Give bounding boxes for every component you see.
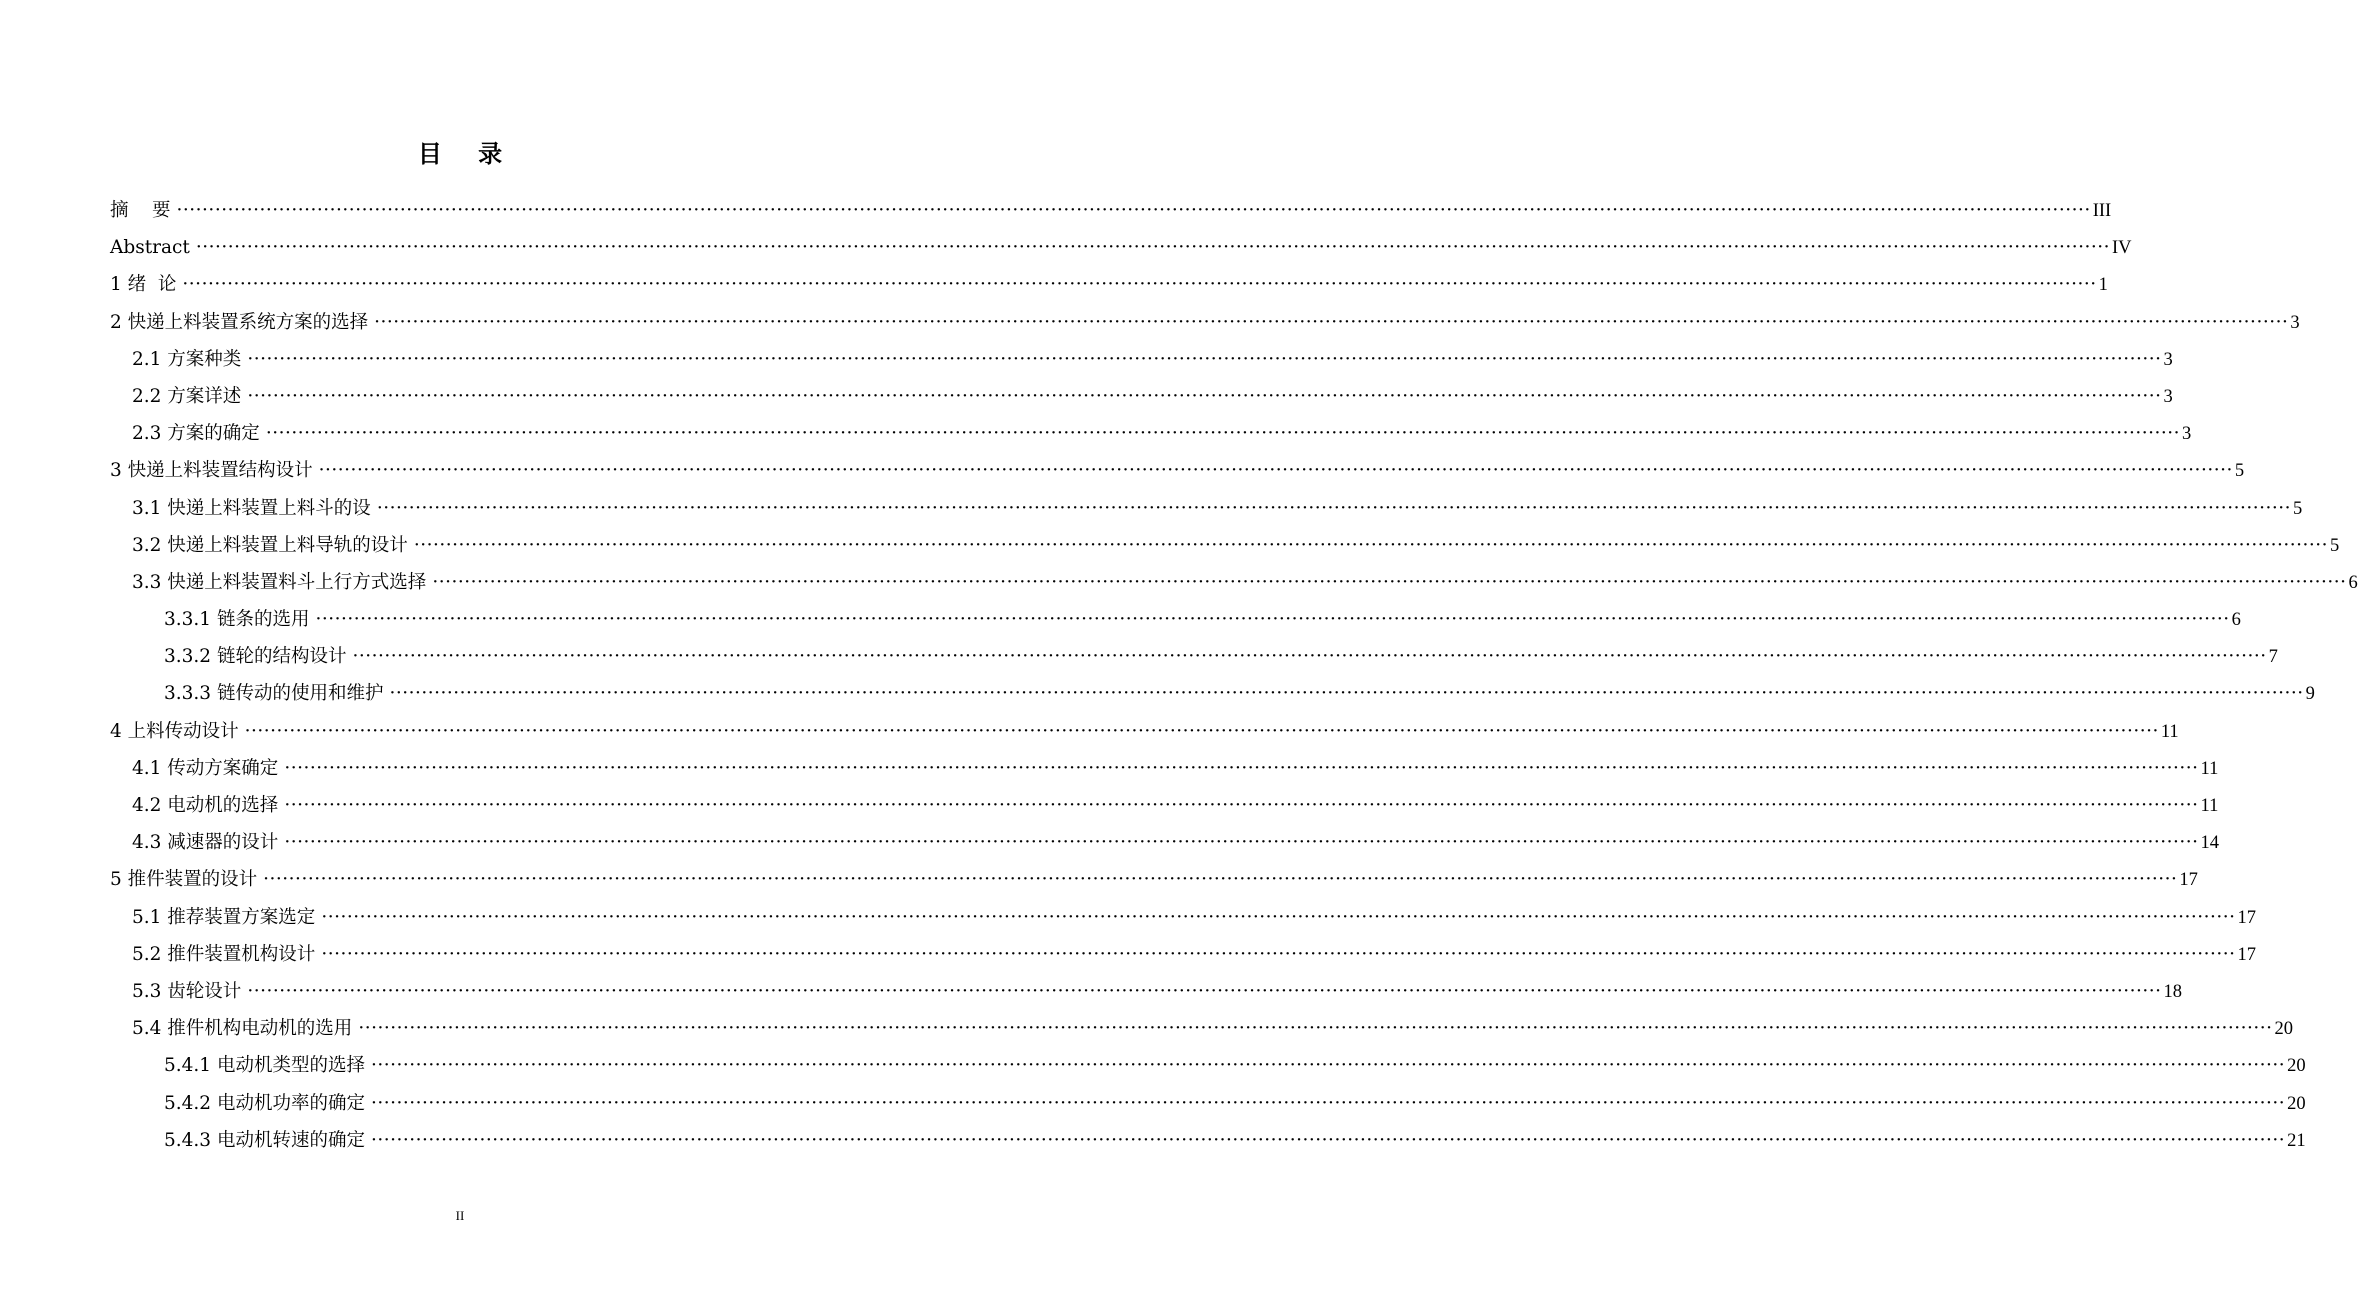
dot-leader: ············································································································································································································································································································: [284, 757, 2199, 779]
toc-entry-page: 20: [2287, 1093, 2306, 1114]
dot-leader: ············································································································································································································································································································: [195, 237, 2110, 259]
dot-leader: ············································································································································································································································································································: [247, 980, 2162, 1002]
toc-entry[interactable]: [110, 192, 2112, 229]
toc-entry-label: 2.1 方案种类: [132, 348, 242, 370]
dot-leader: ············································································································································································································································································································: [265, 423, 2180, 445]
dot-leader: ············································································································································································································································································································: [370, 1092, 2286, 1114]
toc-entry-page: 17: [2179, 870, 2198, 891]
toc-entry[interactable]: [110, 638, 2278, 675]
dot-leader: ············································································································································································································································································································: [284, 795, 2199, 816]
page-number: II: [455, 1208, 465, 1223]
dot-leader: ············································································································································································································································································································: [284, 832, 2199, 854]
toc-entry-label: 5.2 推件装置机构设计: [132, 943, 316, 965]
toc-entry[interactable]: [110, 936, 2256, 973]
toc-entry-page: 3: [2163, 386, 2173, 407]
dot-leader: ············································································································································································································································································································: [315, 609, 2230, 631]
toc-entry-label: 1 绪 论: [110, 274, 177, 296]
dot-leader: ············································································································································································································································································································: [247, 385, 2162, 407]
toc-entry-label: 5.4.1 电动机类型的选择: [164, 1055, 365, 1077]
toc-entry[interactable]: [110, 266, 2108, 303]
toc-entry-page: 3: [2163, 349, 2173, 370]
dot-leader: ············································································································································································································································································································: [176, 200, 2091, 221]
toc-entry[interactable]: [110, 824, 2219, 861]
toc-entry-page: 21: [2287, 1130, 2306, 1151]
toc-entry-label: 5.4.2 电动机功率的确定: [164, 1092, 365, 1114]
toc-entry-label: 2.2 方案详述: [132, 385, 242, 407]
toc-entry-page: 7: [2268, 647, 2278, 668]
dot-leader: ············································································································································································································································································································: [358, 1018, 2273, 1040]
toc-entry-label: 4.3 减速器的设计: [132, 832, 279, 854]
toc-entry[interactable]: [110, 601, 2241, 638]
dot-leader: ············································································································································································································································································································: [182, 274, 2097, 296]
dot-leader: ············································································································································································································································································································: [321, 943, 2236, 965]
dot-leader: ············································································································································································································································································································: [370, 1129, 2286, 1151]
toc-entry-label: 4.1 传动方案确定: [132, 757, 279, 779]
toc-entry[interactable]: [110, 1122, 2306, 1159]
toc-entry-page: 20: [2287, 1056, 2306, 1077]
toc-entry[interactable]: [110, 750, 2219, 787]
dot-leader: ············································································································································································································································································································: [263, 869, 2178, 891]
toc-entry-page: III: [2092, 201, 2112, 221]
toc-entry[interactable]: [110, 378, 2173, 415]
toc-entry-page: 17: [2237, 944, 2256, 965]
toc-entry[interactable]: [110, 787, 2219, 824]
toc-entry[interactable]: [110, 527, 2340, 564]
toc-entry[interactable]: [110, 564, 2358, 601]
dot-leader: ············································································································································································································································································································: [413, 534, 2328, 556]
dot-leader: ············································································································································································································································································································: [389, 683, 2304, 705]
toc-entry-page: 18: [2163, 981, 2182, 1002]
dot-leader: ············································································································································································································································································································: [352, 646, 2267, 668]
toc-entry-label: 3 快递上料装置结构设计: [110, 460, 313, 482]
toc-entry-page: 14: [2200, 833, 2219, 854]
toc-entry-page: 20: [2274, 1019, 2293, 1040]
toc-entry[interactable]: [110, 304, 2300, 341]
toc-entry-page: 5: [2293, 498, 2303, 519]
dot-leader: ············································································································································································································································································································: [321, 906, 2236, 928]
dot-leader: ············································································································································································································································································································: [247, 348, 2162, 370]
toc-entry-page: 11: [2200, 758, 2219, 779]
toc-entry-label: 3.1 快递上料装置上料斗的设: [132, 497, 371, 519]
toc-entry[interactable]: [110, 1085, 2306, 1122]
toc-entry-label: Abstract: [110, 237, 190, 259]
toc-entry-page: IV: [2112, 238, 2132, 259]
toc-entry-page: 6: [2231, 610, 2241, 631]
toc-entry-label: 3.3 快递上料装置料斗上行方式选择: [132, 571, 427, 593]
toc-entry-page: 5: [2330, 535, 2340, 556]
toc-entry-label: 3.3.1 链条的选用: [164, 609, 310, 631]
dot-leader: ············································································································································································································································································································: [244, 720, 2159, 742]
toc-entry-label: 3.3.3 链传动的使用和维护: [164, 683, 384, 705]
toc-entry-page: 11: [2160, 721, 2179, 742]
toc-entry-label: 5.4.3 电动机转速的确定: [164, 1129, 365, 1151]
toc-title: 目 录: [417, 140, 517, 168]
toc-entry[interactable]: [110, 341, 2173, 378]
dot-leader: ············································································································································································································································································································: [374, 311, 2289, 333]
toc-entry[interactable]: [110, 713, 2179, 750]
toc-entry-page: 3: [2290, 312, 2300, 333]
toc-entry-label: 5 推件装置的设计: [110, 869, 258, 891]
toc-entry[interactable]: [110, 229, 2132, 266]
toc-entry-label: 2.3 方案的确定: [132, 423, 260, 445]
toc-entry-label: 2 快递上料装置系统方案的选择: [110, 311, 369, 333]
toc-entry-label: 5.3 齿轮设计: [132, 980, 242, 1002]
toc-entry[interactable]: [110, 861, 2198, 898]
toc-entry-label: 3.2 快递上料装置上料导轨的设计: [132, 534, 408, 556]
toc-entry-page: 6: [2348, 572, 2358, 593]
toc-entry[interactable]: [110, 675, 2315, 712]
toc-entry-page: 9: [2305, 684, 2315, 705]
toc-entry[interactable]: [110, 899, 2256, 936]
toc-entry[interactable]: [110, 1010, 2293, 1047]
toc-entry-label: 4.2 电动机的选择: [132, 795, 279, 816]
table-of-contents: [110, 192, 2358, 1159]
toc-entry-page: 3: [2182, 424, 2192, 445]
toc-entry-label: 摘 要: [110, 200, 171, 221]
toc-entry-page: 17: [2237, 907, 2256, 928]
toc-entry-label: 5.4 推件机构电动机的选用: [132, 1018, 353, 1040]
dot-leader: ············································································································································································································································································································: [318, 460, 2233, 482]
toc-entry-page: 11: [2200, 796, 2219, 816]
dot-leader: ············································································································································································································································································································: [432, 571, 2347, 593]
dot-leader: ············································································································································································································································································································: [370, 1055, 2286, 1077]
toc-entry-page: 5: [2234, 461, 2245, 482]
toc-entry[interactable]: [110, 490, 2303, 527]
toc-entry-label: 3.3.2 链轮的结构设计: [164, 646, 347, 668]
toc-entry[interactable]: [110, 973, 2182, 1010]
toc-entry-label: 4 上料传动设计: [110, 720, 239, 742]
toc-entry-label: 5.1 推荐装置方案选定: [132, 906, 316, 928]
toc-entry-page: 1: [2098, 275, 2108, 296]
dot-leader: ············································································································································································································································································································: [376, 497, 2291, 519]
toc-entry[interactable]: [110, 1047, 2306, 1084]
toc-entry[interactable]: [110, 415, 2192, 452]
toc-entry[interactable]: [110, 452, 2245, 489]
